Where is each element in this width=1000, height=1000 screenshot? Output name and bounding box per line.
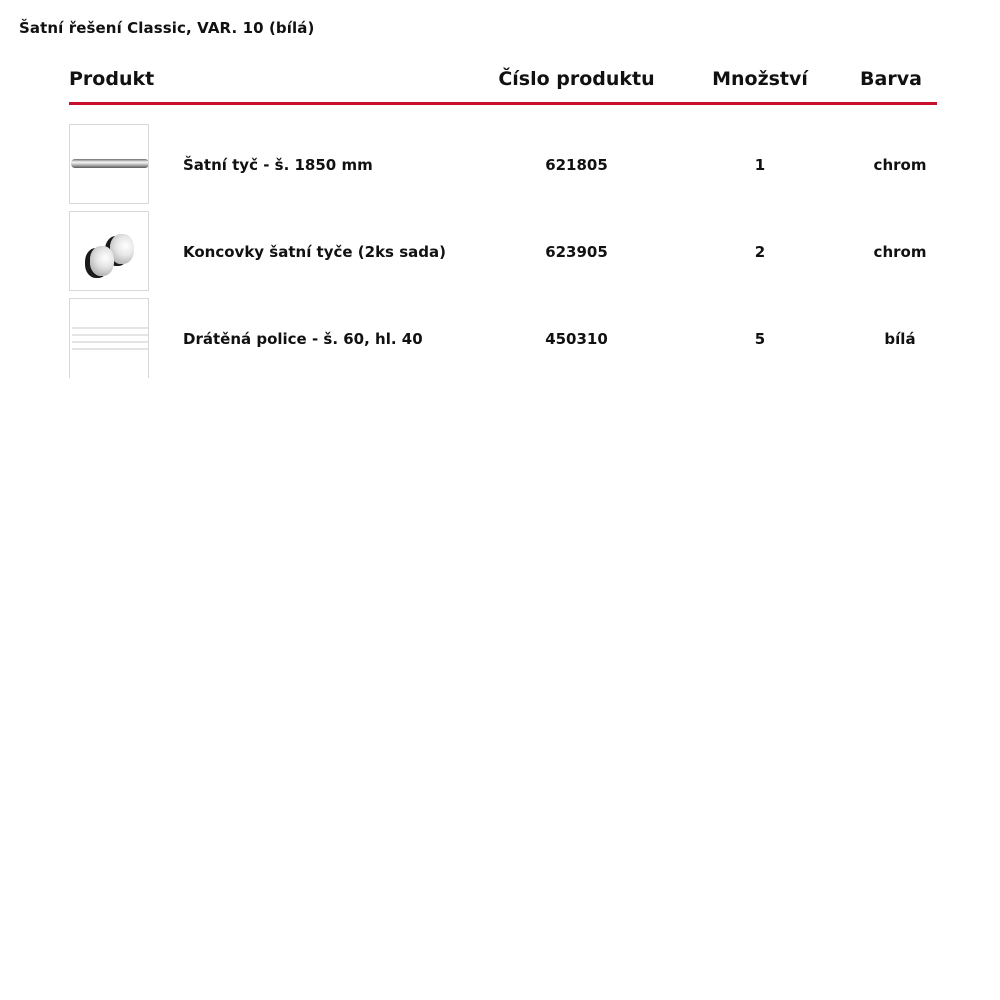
- product-color: chrom: [873, 243, 927, 261]
- product-thumbnail: [69, 124, 149, 204]
- product-number: 623905: [545, 243, 608, 261]
- product-name: Šatní tyč - š. 1850 mm: [183, 156, 373, 174]
- product-quantity: 1: [754, 156, 766, 174]
- table-header: [69, 60, 937, 100]
- product-name: Drátěná police - š. 60, hl. 40: [183, 330, 423, 348]
- product-name: Koncovky šatní tyče (2ks sada): [183, 243, 446, 261]
- table-body: [69, 124, 937, 385]
- product-number: 450310: [545, 330, 608, 348]
- table-row: [69, 298, 937, 385]
- column-header-color: Barva: [860, 68, 922, 90]
- product-thumbnail: [69, 211, 149, 291]
- product-table: [69, 60, 937, 348]
- product-color: chrom: [873, 156, 927, 174]
- column-header-product-number: Číslo produktu: [498, 68, 655, 90]
- table-row: [69, 124, 937, 211]
- product-quantity: 2: [754, 243, 766, 261]
- product-quantity: 5: [754, 330, 766, 348]
- column-header-quantity: Množství: [712, 68, 808, 90]
- product-number: 621805: [545, 156, 608, 174]
- product-color: bílá: [884, 330, 916, 348]
- column-header-product: Produkt: [69, 68, 155, 90]
- product-thumbnail: [69, 298, 149, 378]
- header-divider: [69, 102, 937, 105]
- page-title: Šatní řešení Classic, VAR. 10 (bílá): [19, 19, 315, 37]
- clothes-rail-icon: [71, 159, 149, 168]
- table-row: [69, 211, 937, 298]
